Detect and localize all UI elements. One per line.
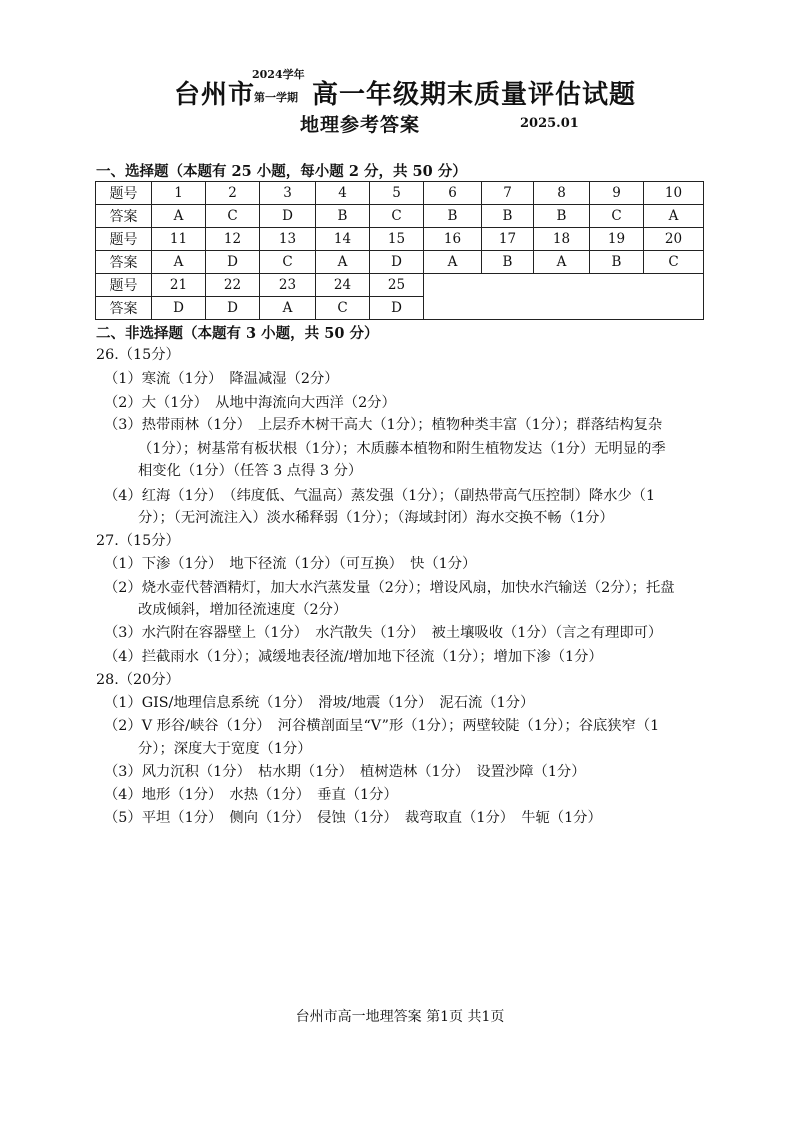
question-heading: 28.（20分）	[96, 672, 180, 688]
question-number-cell: 9	[590, 182, 644, 205]
question-number-cell: 6	[424, 182, 482, 205]
answer-cell: A	[260, 297, 316, 320]
question-number-cell: 2	[206, 182, 260, 205]
question-number-cell: 19	[590, 228, 644, 251]
answer-line: （4）红海（1分） （纬度低、气温高）蒸发强（1分）；（副热带高气压控制）降水少（1	[104, 488, 656, 504]
answer-cell: B	[316, 205, 370, 228]
section1-heading: 一、选择题（本题有 25 小题，每小题 2 分，共 50 分）	[96, 163, 467, 180]
answer-cell: B	[424, 205, 482, 228]
table-row-answers	[96, 251, 704, 274]
answer-label: 答案	[96, 251, 152, 274]
question-number-label: 题号	[96, 228, 152, 251]
answer-cell: D	[206, 251, 260, 274]
answer-cell: A	[534, 251, 590, 274]
question-number-cell: 4	[316, 182, 370, 205]
question-heading: 27.（15分）	[96, 533, 180, 549]
answer-cell: C	[260, 251, 316, 274]
answer-table	[95, 181, 704, 320]
answer-line: （2）烧水壶代替酒精灯，加大水汽蒸发量（2分）；增设风扇，加快水汽输送（2分）；托盘	[104, 580, 675, 596]
table-row-numbers	[96, 228, 704, 251]
title-term: 第一学期	[254, 91, 298, 104]
section2-heading: 二、非选择题（本题有 3 小题，共 50 分）	[96, 325, 379, 342]
answer-cell: D	[370, 251, 424, 274]
question-number-cell: 24	[316, 274, 370, 297]
page-subtitle: 地理参考答案	[300, 114, 421, 136]
question-number-cell: 20	[644, 228, 704, 251]
answer-label: 答案	[96, 205, 152, 228]
answer-cell: B	[590, 251, 644, 274]
question-number-cell: 5	[370, 182, 424, 205]
answer-cell: D	[206, 297, 260, 320]
question-number-cell: 25	[370, 274, 424, 297]
question-number-cell: 17	[482, 228, 534, 251]
answer-cell: C	[206, 205, 260, 228]
answer-cell: A	[316, 251, 370, 274]
answer-cell: D	[260, 205, 316, 228]
title-year: 2024学年	[252, 68, 305, 81]
answer-line: （5）平坦（1分） 侧向（1分） 侵蚀（1分） 裁弯取直（1分） 牛轭（1分）	[104, 810, 602, 826]
answer-line: 改成倾斜，增加径流速度（2分）	[138, 602, 348, 618]
question-number-cell: 14	[316, 228, 370, 251]
question-number-cell: 7	[482, 182, 534, 205]
answer-cell: A	[424, 251, 482, 274]
answer-line: （1）寒流（1分） 降温减湿（2分）	[104, 371, 339, 387]
answer-line: （1）GIS/地理信息系统（1分） 滑坡/地震（1分） 泥石流（1分）	[104, 695, 535, 711]
question-number-cell: 10	[644, 182, 704, 205]
question-number-cell: 22	[206, 274, 260, 297]
answer-line: （3）风力沉积（1分） 枯水期（1分） 植树造林（1分） 设置沙障（1分）	[104, 764, 586, 780]
table-row-numbers	[96, 182, 704, 205]
question-number-cell: 13	[260, 228, 316, 251]
answer-cell: B	[482, 251, 534, 274]
answer-line: 分）；（无河流注入）淡水稀释弱（1分）；（海域封闭）海水交换不畅（1分）	[138, 510, 614, 526]
exam-date: 2025.01	[520, 116, 579, 131]
question-number-cell: 12	[206, 228, 260, 251]
answer-line: （2）大（1分） 从地中海流向大西洋（2分）	[104, 395, 396, 411]
title-city: 台州市	[174, 80, 256, 110]
answer-line: 分）；深度大于宽度（1分）	[138, 741, 312, 757]
question-number-cell: 18	[534, 228, 590, 251]
title-row	[0, 62, 800, 108]
question-number-cell: 11	[152, 228, 206, 251]
page-title: 高一年级期末质量评估试题	[312, 80, 637, 110]
page-footer: 台州市高一地理答案 第1页 共1页	[295, 1009, 505, 1025]
answer-line: （3）热带雨林（1分） 上层乔木树干高大（1分）；植物种类丰富（1分）；群落结构复杂	[104, 417, 663, 433]
answer-cell: A	[152, 205, 206, 228]
question-number-label: 题号	[96, 274, 152, 297]
question-number-cell: 21	[152, 274, 206, 297]
question-number-label: 题号	[96, 182, 152, 205]
answer-line: （4）拦截雨水（1分）；减缓地表径流/增加地下径流（1分）；增加下渗（1分）	[104, 649, 603, 665]
question-number-cell: 3	[260, 182, 316, 205]
question-number-cell: 1	[152, 182, 206, 205]
answer-cell: C	[316, 297, 370, 320]
answer-cell: D	[370, 297, 424, 320]
question-number-cell: 23	[260, 274, 316, 297]
answer-line: （1）下渗（1分） 地下径流（1分）（可互换） 快（1分）	[104, 556, 477, 572]
question-number-cell: 8	[534, 182, 590, 205]
question-number-cell: 15	[370, 228, 424, 251]
question-heading: 26.（15分）	[96, 347, 180, 363]
answer-cell: D	[152, 297, 206, 320]
answer-cell: C	[370, 205, 424, 228]
empty-cell	[424, 274, 704, 320]
table-row-answers	[96, 205, 704, 228]
answer-line: 相变化（1分）（任答 3 点得 3 分）	[138, 463, 363, 479]
answer-line: （4）地形（1分） 水热（1分） 垂直（1分）	[104, 787, 398, 803]
answer-line: （2）V 形谷/峡谷（1分） 河谷横剖面呈“V”形（1分）；两壁较陡（1分）；谷底狭窄（1	[104, 718, 660, 734]
answer-cell: C	[644, 251, 704, 274]
answer-cell: A	[644, 205, 704, 228]
answer-cell: B	[534, 205, 590, 228]
answer-label: 答案	[96, 297, 152, 320]
question-number-cell: 16	[424, 228, 482, 251]
answer-cell: B	[482, 205, 534, 228]
answer-line: （1分）；树基常有板状根（1分）；木质藤本植物和附生植物发达（1分）无明显的季	[138, 441, 666, 457]
table-row-numbers	[96, 274, 704, 297]
answer-cell: C	[590, 205, 644, 228]
answer-cell: A	[152, 251, 206, 274]
answer-line: （3）水汽附在容器壁上（1分） 水汽散失（1分） 被土壤吸收（1分）（言之有理即可）	[104, 625, 663, 641]
